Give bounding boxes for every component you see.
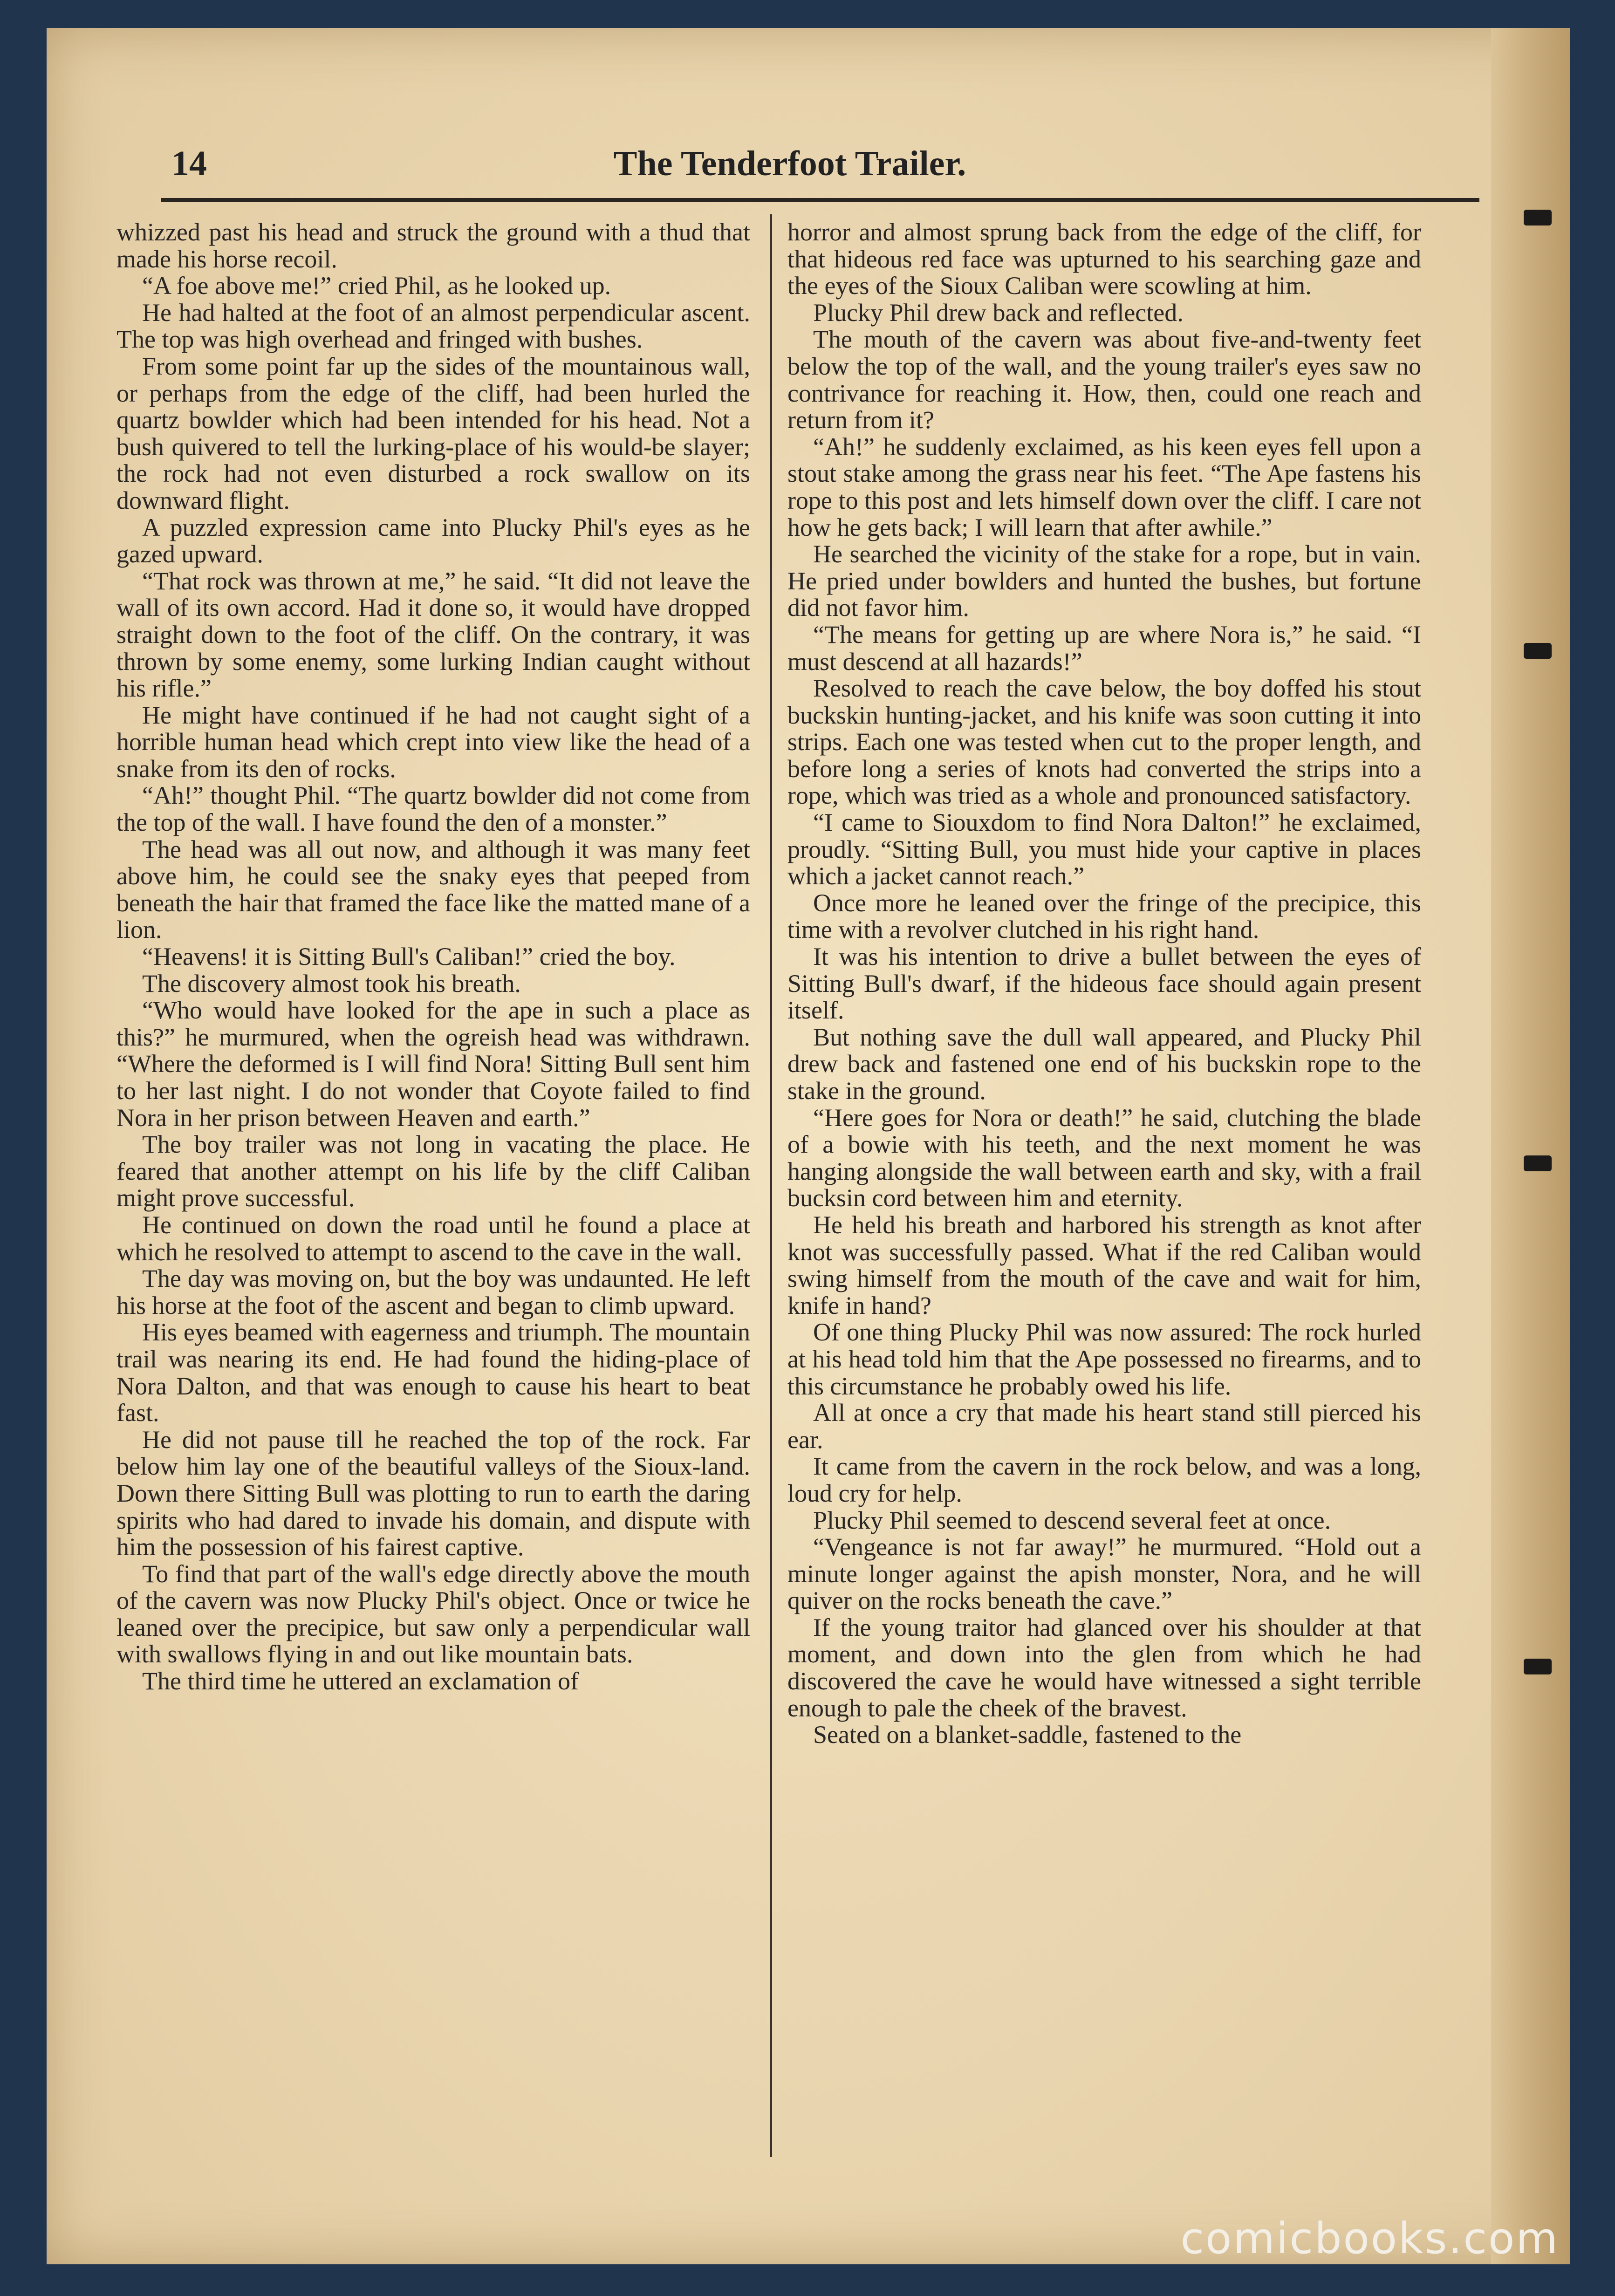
paragraph: The mouth of the cavern was about five-and-twenty feet below the top of the wall, and the young trailer's eyes saw no contrivance for reaching it. How, then, could one reach and return from it? bbox=[787, 325, 1421, 434]
page-spine bbox=[1491, 28, 1570, 2264]
paragraph: Once more he leaned over the fringe of the precipice, this time with a revolver clutched in his right hand. bbox=[787, 888, 1421, 944]
paragraph: He did not pause till he reached the top of the rock. Far below him lay one of the beautiful valleys of the Sioux-land. Down there Sitting Bull was plotting to run to earth the daring spirits who had dared to invade his domain, and dispute with him the possession of his fairest captive. bbox=[116, 1425, 750, 1561]
text-column-right bbox=[787, 219, 1421, 2162]
paragraph: whizzed past his head and struck the ground with a thud that made his horse recoil. bbox=[116, 219, 750, 273]
paragraph: From some point far up the sides of the mountainous wall, or perhaps from the edge of the cliff, had been hurled the quartz bowlder which had been intended for his head. Not a bush quivered to tell the lurking-place of his would-be slayer; the rock had not even disturbed a rock swallow on its downward flight. bbox=[116, 352, 750, 514]
paragraph: “I came to Siouxdom to find Nora Dalton!” he exclaimed, proudly. “Sitting Bull, you must hide your captive in places which a jacket cannot reach.” bbox=[787, 808, 1421, 890]
paragraph: Seated on a blanket-saddle, fastened to the bbox=[813, 1721, 1242, 1749]
paragraph: A puzzled expression came into Plucky Phil's eyes as he gazed upward. bbox=[116, 513, 750, 568]
paragraph: “That rock was thrown at me,” he said. “It did not leave the wall of its own accord. Had it done so, it would have dropped straight down to the foot of the cliff. On the contrary, it was thrown by some enemy, some lurking Indian caught without his rifle.” bbox=[116, 567, 750, 703]
paragraph: Of one thing Plucky Phil was now assured: The rock hurled at his head told him that the Ape possessed no firearms, and to this circumstance he probably owed his life. bbox=[787, 1318, 1421, 1400]
paragraph: He continued on down the road until he found a place at which he resolved to attempt to ascend to the cave in the wall. bbox=[116, 1210, 750, 1266]
paragraph: The head was all out now, and although it was many feet above him, he could see the snaky eyes that peeped from beneath the hair that framed the face like the matted mane of a lion. bbox=[116, 835, 750, 944]
header-rule bbox=[161, 198, 1479, 202]
staple bbox=[1524, 643, 1552, 659]
paragraph: He might have continued if he had not caught sight of a horrible human head which crept into view like the head of a snake from its den of rocks. bbox=[116, 701, 750, 783]
paragraph: Plucky Phil seemed to descend several feet at once. bbox=[813, 1506, 1331, 1534]
paragraph: The day was moving on, but the boy was undaunted. He left his horse at the foot of the ascent and began to climb upward. bbox=[116, 1264, 750, 1319]
paragraph: Plucky Phil drew back and reflected. bbox=[813, 298, 1184, 327]
paragraph: horror and almost sprung back from the edge of the cliff, for that hideous red face was upturned to his searching gaze and the eyes of the Sioux Caliban were scowling at him. bbox=[787, 219, 1421, 300]
paragraph: Resolved to reach the cave below, the boy doffed his stout buckskin hunting-jacket, and his knife was soon cutting it into strips. Each one was tested when cut to the proper length, and before long a series of knots had converted the strips into a rope, which was tried as a whole and pronounced satisfactory. bbox=[787, 674, 1421, 810]
paragraph: “A foe above me!” cried Phil, as he looked up. bbox=[142, 272, 611, 300]
paragraph: To find that part of the wall's edge directly above the mouth of the cavern was now Plucky Phil's object. Once or twice he leaned over the precipice, but saw only a perpendicular wall with swallows flying in and out like mountain bats. bbox=[116, 1559, 750, 1668]
staple bbox=[1524, 1659, 1552, 1674]
running-title: The Tenderfoot Trailer. bbox=[613, 144, 966, 183]
staple bbox=[1524, 1155, 1552, 1171]
paragraph: “Who would have looked for the ape in such a place as this?” he murmured, when the ogreish head was withdrawn. “Where the deformed is I will find Nora! Sitting Bull sent him to her last night. I do not wonder that Coyote failed to find Nora in her prison between Heaven and earth.” bbox=[116, 996, 750, 1132]
paragraph: He had halted at the foot of an almost perpendicular ascent. The top was high overhead and fringed with bushes. bbox=[116, 298, 750, 354]
page-number: 14 bbox=[171, 144, 207, 183]
paragraph: The boy trailer was not long in vacating the place. He feared that another attempt on his life by the cliff Caliban might prove successful. bbox=[116, 1130, 750, 1212]
paragraph: “Heavens! it is Sitting Bull's Caliban!” cried the boy. bbox=[142, 943, 676, 971]
paragraph: He held his breath and harbored his strength as knot after knot was successfully passed. What if the red Caliban would swing himself from the mouth of the cave and wait for him, knife in hand? bbox=[787, 1210, 1421, 1319]
paragraph: It was his intention to drive a bullet between the eyes of Sitting Bull's dwarf, if the hideous face should again present itself. bbox=[787, 943, 1421, 1025]
paragraph: All at once a cry that made his heart stand still pierced his ear. bbox=[787, 1399, 1421, 1454]
paragraph: He searched the vicinity of the stake for a rope, but in vain. He pried under bowlders and hunted the bushes, but fortune did not favor him. bbox=[787, 540, 1421, 622]
paragraph: His eyes beamed with eagerness and triumph. The mountain trail was nearing its end. He had found the hiding-place of Nora Dalton, and that was enough to cause his heart to beat fast. bbox=[116, 1318, 750, 1427]
paragraph: The third time he uttered an exclamation of bbox=[142, 1667, 579, 1695]
paragraph: “Ah!” thought Phil. “The quartz bowlder did not come from the top of the wall. I have found the den of a monster.” bbox=[116, 781, 750, 837]
page-header bbox=[126, 130, 1454, 196]
paragraph: It came from the cavern in the rock below, and was a long, loud cry for help. bbox=[787, 1452, 1421, 1507]
paragraph: “The means for getting up are where Nora is,” he said. “I must descend at all hazards!” bbox=[787, 620, 1421, 676]
watermark: comicbooks.com bbox=[1180, 2214, 1559, 2263]
column-divider bbox=[770, 214, 772, 2157]
paragraph: The discovery almost took his breath. bbox=[142, 969, 521, 998]
staple bbox=[1524, 210, 1552, 226]
paragraph: “Here goes for Nora or death!” he said, clutching the blade of a bowie with his teeth, and the next moment he was hanging alongside the wall between earth and sky, with a frail bucksin cord between him and eternity. bbox=[787, 1103, 1421, 1212]
paragraph: “Ah!” he suddenly exclaimed, as his keen eyes fell upon a stout stake among the grass near his feet. “The Ape fastens his rope to this post and lets himself down over the cliff. I care not how he gets back; I will learn that after awhile.” bbox=[787, 432, 1421, 541]
paragraph: “Vengeance is not far away!” he murmured. “Hold out a minute longer against the apish monster, Nora, and he will quiver on the rocks beneath the cave.” bbox=[787, 1533, 1421, 1615]
paragraph: But nothing save the dull wall appeared, and Plucky Phil drew back and fastened one end of his buckskin rope to the stake in the ground. bbox=[787, 1023, 1421, 1105]
text-column-left bbox=[116, 219, 750, 2162]
paragraph: If the young traitor had glanced over his shoulder at that moment, and down into the glen from which he had discovered the cave he would have witnessed a sight terrible enough to pale the cheek of the bravest. bbox=[787, 1613, 1421, 1722]
